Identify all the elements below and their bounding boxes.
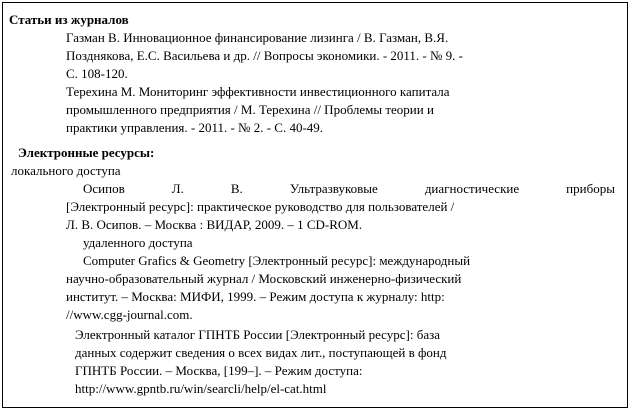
word: В.	[230, 181, 243, 196]
subheading-local-access: локального доступа	[11, 163, 121, 178]
word: Л.	[171, 181, 184, 196]
entry-line: практики управления. - 2011. - № 2. - С. 40-49.	[66, 120, 324, 135]
subheading-remote-access: удаленного доступа	[83, 235, 193, 250]
entry-line: //www.cgg-journal.com.	[66, 307, 193, 322]
word: Ультразвуковые	[289, 181, 378, 196]
entry-line: Л. В. Осипов. – Москва : ВИДАР, 2009. – 1 CD-ROM.	[66, 217, 363, 232]
entry-line: Computer Grafics & Geometry [Электронный ресурс]: международный	[83, 253, 471, 268]
entry-line: http://www.gpntb.ru/win/searcli/help/el-cat.html	[75, 381, 327, 396]
word: диагностические	[424, 181, 520, 196]
entry-line: ГПНТБ России. – Москва, [199–]. – Режим доступа:	[75, 363, 363, 378]
entry-line: данных содержит сведения о всех видах лит., поступающей в фонд	[75, 345, 447, 360]
entry-line: С. 108-120.	[66, 66, 128, 81]
entry-line: институт. – Москва: МИФИ, 1999. – Режим доступа к журналу: http:	[66, 289, 445, 304]
word: Осипов	[83, 181, 125, 196]
entry-line: Электронный каталог ГПНТБ России [Электронный ресурс]: база	[75, 327, 441, 342]
entry-line: научно-образовательный журнал / Московский инженерно-физический	[66, 271, 462, 286]
justified-row	[83, 181, 615, 196]
entry-line: Позднякова, Е.С. Васильева и др. // Вопросы экономики. - 2011. - № 9. -	[66, 48, 463, 63]
section-heading-journals: Статьи из журналов	[9, 12, 129, 27]
section-heading-electronic: Электронные ресурсы:	[18, 145, 155, 160]
entry-line: Газман В. Инновационное финансирование лизинга / В. Газман, В.Я.	[66, 30, 449, 45]
entry-line: [Электронный ресурс]: практическое руководство для пользователей /	[66, 199, 455, 214]
entry-line-justified	[83, 181, 615, 196]
entry-line: Терехина М. Мониторинг эффективности инвестиционного капитала	[66, 84, 450, 99]
word: приборы	[566, 181, 615, 196]
entry-line: промышленного предприятия / М. Терехина // Проблемы теории и	[66, 102, 434, 117]
